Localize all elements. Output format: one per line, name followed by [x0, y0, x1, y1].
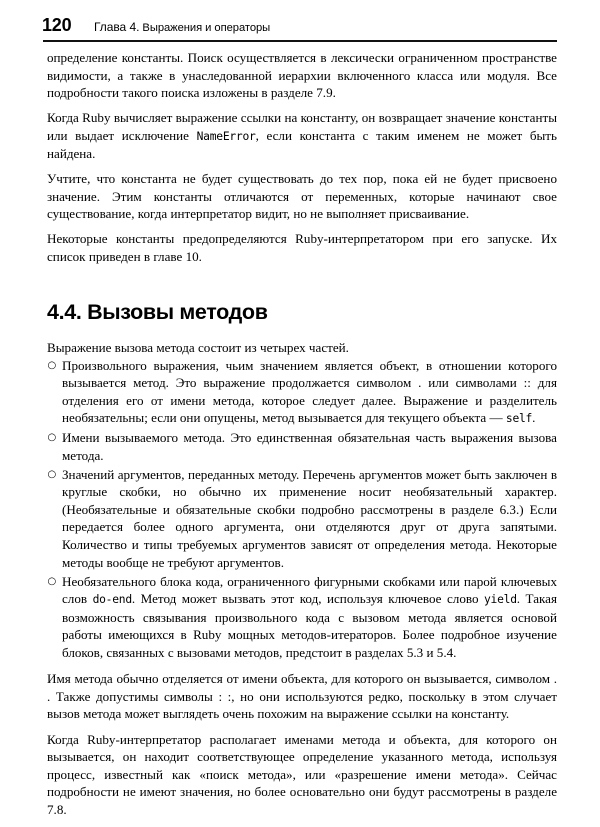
list-item: [47, 429, 557, 464]
running-head: [42, 16, 557, 40]
list-item: [47, 357, 557, 428]
chapter-heading: [94, 21, 270, 34]
inline-code-self: self: [505, 412, 533, 426]
list-item: [47, 466, 557, 571]
paragraph-6: Имя метода обычно отделяется от имени объекта, для которого он вызывается, символом . . Также допустимы символы : :, но они используются редко, поскольку в этом случает вызов метода может выглядеть очень похожим на выражение ссылки на константу.: [47, 671, 557, 722]
list-item-text-b: . Метод может вызвать этот код, используя ключевое слово: [131, 591, 484, 607]
bullet-circle-icon: ○: [47, 359, 57, 371]
header-divider-rule: [43, 40, 557, 42]
spacer-after-list: [47, 661, 557, 670]
inline-code-nameerror: NameError: [196, 129, 256, 143]
spacer-before-heading: [47, 266, 557, 300]
paragraph-4: Некоторые константы предопределяются Ruby-интерпретатором при его запуске. Их список приведен в главе 10.: [47, 231, 557, 264]
spacer-after-heading: [47, 324, 557, 339]
paragraph-2-text-a: Когда Ruby вычисляет выражение ссылки на константу, он возвращает значение константы или выдает исключение: [47, 110, 557, 143]
paragraph-5: Выражение вызова метода состоит из четырех частей.: [47, 339, 349, 355]
paragraph-2-text-b: , если константа с таким именем не может быть найдена.: [47, 127, 557, 162]
list-item-text-c: . Такая возможность связывания произвольного кода с вызовом метода является основой работы имеющихся в Ruby мощных методов-итераторов. Более подробное изучение блоков, связанных с вызовами методов, предстоит в разделах 5.3 и 5.4.: [62, 591, 557, 660]
list-item: [47, 573, 557, 662]
paragraph-7: Когда Ruby-интерпретатор располагает именами метода и объекта, для которого он вызывается, он находит соответствующее определение указанного метода, используя процесс, известный как «поиск метода», или «разрешение имени метода». Сейчас подробности не имеют значения, но более основательно они будут рассмотрены в разделе 7.8.: [47, 731, 557, 817]
bullet-circle-icon: ○: [47, 432, 57, 444]
bullet-circle-icon: ○: [47, 575, 57, 587]
list-item-text-a: Необязательного блока кода, ограниченного фигурными скобками или парой ключевых слов: [62, 573, 557, 607]
inline-code-do-end: do-end: [92, 593, 132, 607]
chapter-number: Глава 4.: [94, 20, 140, 34]
list-item-text-b: .: [532, 410, 536, 426]
list-item-text-a: Имени вызываемого метода. Это единственная обязательная часть выражения вызова метода.: [62, 430, 557, 463]
paragraph-3: Учтите, что константа не будет существовать до тех пор, пока ей не будет присвоено значение. Этим константы отличаются от переменных, которые начинают свое существование, когда интерпретатор видит, но не выполняет присваивание.: [47, 171, 557, 222]
list-item-text-a: Произвольного выражения, чьим значением является объект, в отношении которого вызывается метод. Это выражение продолжается символом . или символами :: для отделения его от имени метода, которое следует далее. Выражение и разделитель необязательны; если они опущены, метод вызывается для текущего объекта —: [62, 357, 557, 426]
inline-code-yield: yield: [484, 593, 517, 607]
page-number: 120: [42, 15, 72, 35]
list-item-text-a: Значений аргументов, переданных методу. Перечень аргументов может быть заключен в круглые скобки, но обычно их применение носит необязательный характер. (Необязательные и обязательные скобки подробно рассмотрены в разделе 6.3.) Если передается более одного аргумента, они отделяются друг от друга запятыми. Количество и типы требуемых аргументов зависят от определения метода. Некоторые методы вообще не требуют аргументов.: [62, 466, 557, 570]
bullet-circle-icon: ○: [47, 468, 57, 480]
text-column: [47, 49, 557, 818]
section-heading: 4.4. Вызовы методов: [47, 299, 268, 324]
paragraph-1: определение константы. Поиск осуществляется в лексически ограниченном пространстве видимости, а также в унаследованной иерархии включенного класса или модуля. Все подробности такого поиска изложены в разделе 7.9.: [47, 50, 557, 101]
chapter-title: Выражения и операторы: [142, 22, 271, 34]
paragraph-2: [47, 109, 557, 163]
method-call-parts-list: [47, 357, 557, 662]
